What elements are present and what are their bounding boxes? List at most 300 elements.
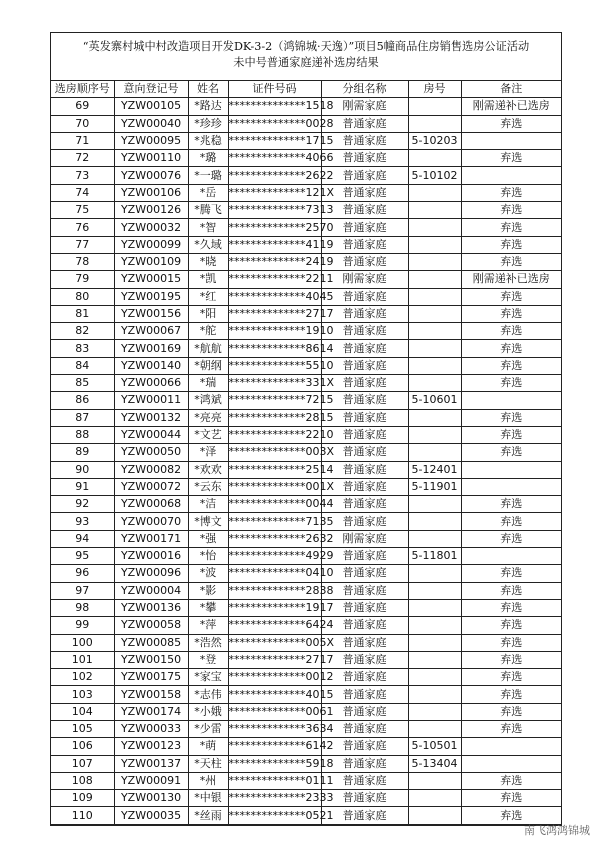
cell-order: 84 — [51, 357, 114, 374]
cell-room — [408, 305, 461, 322]
cell-room — [408, 669, 461, 686]
table-row — [51, 530, 561, 547]
cell-reg-no: YZW00105 — [114, 98, 188, 115]
cell-note — [461, 478, 561, 495]
table-row — [51, 409, 561, 426]
cell-id-no: **************8614 — [228, 340, 321, 357]
cell-reg-no: YZW00050 — [114, 444, 188, 461]
cell-note: 弃选 — [461, 444, 561, 461]
cell-id-no: **************7135 — [228, 513, 321, 530]
cell-note: 弃选 — [461, 184, 561, 201]
cell-id-no: **************0061 — [228, 703, 321, 720]
header-order: 选房顺序号 — [51, 81, 114, 98]
cell-order: 90 — [51, 461, 114, 478]
cell-room — [408, 98, 461, 115]
cell-order: 78 — [51, 253, 114, 270]
cell-order: 94 — [51, 530, 114, 547]
cell-name: *璐 — [188, 150, 228, 167]
table-row — [51, 340, 561, 357]
table-row — [51, 669, 561, 686]
cell-room — [408, 617, 461, 634]
cell-order: 99 — [51, 617, 114, 634]
cell-group: 普通家庭 — [321, 219, 408, 236]
cell-name: *文艺 — [188, 426, 228, 443]
cell-name: *智 — [188, 219, 228, 236]
cell-name: *中银 — [188, 790, 228, 807]
cell-group: 普通家庭 — [321, 548, 408, 565]
cell-order: 86 — [51, 392, 114, 409]
cell-room — [408, 202, 461, 219]
cell-room: 5-10501 — [408, 738, 461, 755]
cell-name: *波 — [188, 565, 228, 582]
cell-name: *强 — [188, 530, 228, 547]
cell-id-no: **************5918 — [228, 755, 321, 772]
cell-note: 弃选 — [461, 426, 561, 443]
table-row — [51, 720, 561, 737]
cell-group: 普通家庭 — [321, 150, 408, 167]
cell-group: 普通家庭 — [321, 115, 408, 132]
cell-reg-no: YZW00109 — [114, 253, 188, 270]
header-id-no: 证件号码 — [228, 81, 321, 98]
cell-id-no: **************3634 — [228, 720, 321, 737]
cell-id-no: **************4045 — [228, 288, 321, 305]
table-row — [51, 582, 561, 599]
cell-group: 普通家庭 — [321, 755, 408, 772]
cell-order: 82 — [51, 323, 114, 340]
cell-order: 93 — [51, 513, 114, 530]
cell-reg-no: YZW00095 — [114, 132, 188, 149]
table-row — [51, 115, 561, 132]
table-row — [51, 375, 561, 392]
cell-room — [408, 513, 461, 530]
cell-group: 普通家庭 — [321, 720, 408, 737]
cell-note: 弃选 — [461, 651, 561, 668]
cell-note: 弃选 — [461, 288, 561, 305]
cell-name: *志伟 — [188, 686, 228, 703]
cell-reg-no: YZW00082 — [114, 461, 188, 478]
cell-id-no: **************2570 — [228, 219, 321, 236]
cell-room — [408, 530, 461, 547]
cell-id-no: **************2815 — [228, 409, 321, 426]
cell-reg-no: YZW00137 — [114, 755, 188, 772]
cell-order: 107 — [51, 755, 114, 772]
cell-order: 75 — [51, 202, 114, 219]
cell-room — [408, 271, 461, 288]
cell-reg-no: YZW00032 — [114, 219, 188, 236]
cell-reg-no: YZW00076 — [114, 167, 188, 184]
cell-group: 普通家庭 — [321, 253, 408, 270]
cell-id-no: **************1917 — [228, 599, 321, 616]
cell-note: 弃选 — [461, 720, 561, 737]
cell-id-no: **************4119 — [228, 236, 321, 253]
table-row — [51, 686, 561, 703]
cell-room — [408, 772, 461, 789]
cell-name: *登 — [188, 651, 228, 668]
table-row — [51, 271, 561, 288]
cell-order: 108 — [51, 772, 114, 789]
cell-group: 普通家庭 — [321, 669, 408, 686]
cell-room — [408, 150, 461, 167]
table-row — [51, 150, 561, 167]
cell-group: 普通家庭 — [321, 617, 408, 634]
cell-reg-no: YZW00171 — [114, 530, 188, 547]
table-row — [51, 634, 561, 651]
table-row — [51, 236, 561, 253]
cell-id-no: **************331X — [228, 375, 321, 392]
cell-room — [408, 375, 461, 392]
cell-order: 70 — [51, 115, 114, 132]
cell-id-no: **************0410 — [228, 565, 321, 582]
cell-group: 普通家庭 — [321, 305, 408, 322]
cell-group: 普通家庭 — [321, 807, 408, 824]
table-row — [51, 478, 561, 495]
cell-name: *洁 — [188, 496, 228, 513]
cell-room: 5-11901 — [408, 478, 461, 495]
cell-room — [408, 496, 461, 513]
table-row — [51, 599, 561, 616]
cell-reg-no: YZW00068 — [114, 496, 188, 513]
cell-id-no: **************2838 — [228, 582, 321, 599]
table-row — [51, 790, 561, 807]
cell-group: 普通家庭 — [321, 375, 408, 392]
cell-order: 102 — [51, 669, 114, 686]
cell-room — [408, 703, 461, 720]
cell-group: 普通家庭 — [321, 565, 408, 582]
cell-id-no: **************1910 — [228, 323, 321, 340]
cell-room — [408, 599, 461, 616]
cell-group: 刚需家庭 — [321, 271, 408, 288]
cell-order: 74 — [51, 184, 114, 201]
cell-note: 刚需递补已选房 — [461, 98, 561, 115]
cell-room — [408, 409, 461, 426]
cell-order: 101 — [51, 651, 114, 668]
cell-group: 普通家庭 — [321, 323, 408, 340]
cell-group: 刚需家庭 — [321, 98, 408, 115]
cell-name: *丝雨 — [188, 807, 228, 824]
cell-note — [461, 738, 561, 755]
cell-id-no: **************4929 — [228, 548, 321, 565]
results-table — [51, 81, 561, 825]
cell-name: *兆稳 — [188, 132, 228, 149]
cell-reg-no: YZW00136 — [114, 599, 188, 616]
title-line-1: “英发寨村城中村改造项目开发DK-3-2（鸿锦城·天逸）”项目5幢商品住房销售选房公证活动 — [82, 40, 530, 53]
cell-group: 普通家庭 — [321, 392, 408, 409]
cell-id-no: **************7313 — [228, 202, 321, 219]
cell-note — [461, 167, 561, 184]
cell-order: 98 — [51, 599, 114, 616]
cell-group: 普通家庭 — [321, 651, 408, 668]
cell-note: 弃选 — [461, 582, 561, 599]
cell-id-no: **************2419 — [228, 253, 321, 270]
cell-note: 弃选 — [461, 772, 561, 789]
cell-reg-no: YZW00072 — [114, 478, 188, 495]
cell-id-no: **************2514 — [228, 461, 321, 478]
cell-room — [408, 686, 461, 703]
table-row — [51, 98, 561, 115]
cell-note: 弃选 — [461, 115, 561, 132]
cell-reg-no: YZW00070 — [114, 513, 188, 530]
cell-reg-no: YZW00156 — [114, 305, 188, 322]
cell-id-no: **************003X — [228, 444, 321, 461]
cell-reg-no: YZW00067 — [114, 323, 188, 340]
cell-group: 普通家庭 — [321, 634, 408, 651]
cell-order: 77 — [51, 236, 114, 253]
cell-name: *腾飞 — [188, 202, 228, 219]
cell-room — [408, 288, 461, 305]
cell-name: *舵 — [188, 323, 228, 340]
cell-note: 弃选 — [461, 790, 561, 807]
cell-note: 弃选 — [461, 496, 561, 513]
cell-note: 弃选 — [461, 150, 561, 167]
cell-note — [461, 755, 561, 772]
cell-note: 弃选 — [461, 807, 561, 824]
cell-group: 普通家庭 — [321, 599, 408, 616]
cell-name: *云东 — [188, 478, 228, 495]
cell-reg-no: YZW00058 — [114, 617, 188, 634]
header-group: 分组名称 — [321, 81, 408, 98]
cell-order: 92 — [51, 496, 114, 513]
cell-order: 103 — [51, 686, 114, 703]
cell-name: *朝纲 — [188, 357, 228, 374]
cell-reg-no: YZW00035 — [114, 807, 188, 824]
cell-name: *阳 — [188, 305, 228, 322]
cell-note: 弃选 — [461, 409, 561, 426]
cell-reg-no: YZW00033 — [114, 720, 188, 737]
document-title — [51, 33, 561, 81]
table-row — [51, 703, 561, 720]
cell-group: 普通家庭 — [321, 132, 408, 149]
cell-group: 普通家庭 — [321, 426, 408, 443]
table-row — [51, 461, 561, 478]
cell-name: *瑞 — [188, 375, 228, 392]
cell-id-no: **************7215 — [228, 392, 321, 409]
cell-room — [408, 323, 461, 340]
cell-reg-no: YZW00099 — [114, 236, 188, 253]
cell-order: 109 — [51, 790, 114, 807]
cell-name: *岳 — [188, 184, 228, 201]
cell-reg-no: YZW00016 — [114, 548, 188, 565]
cell-id-no: **************2211 — [228, 271, 321, 288]
cell-group: 普通家庭 — [321, 738, 408, 755]
cell-reg-no: YZW00150 — [114, 651, 188, 668]
cell-reg-no: YZW00140 — [114, 357, 188, 374]
cell-order: 88 — [51, 426, 114, 443]
table-row — [51, 184, 561, 201]
table-row — [51, 755, 561, 772]
cell-note: 刚需递补已选房 — [461, 271, 561, 288]
table-row — [51, 323, 561, 340]
table-row — [51, 305, 561, 322]
cell-name: *亮亮 — [188, 409, 228, 426]
cell-note: 弃选 — [461, 305, 561, 322]
cell-note: 弃选 — [461, 340, 561, 357]
table-row — [51, 496, 561, 513]
cell-id-no: **************0012 — [228, 669, 321, 686]
cell-note: 弃选 — [461, 617, 561, 634]
cell-order: 72 — [51, 150, 114, 167]
cell-room: 5-13404 — [408, 755, 461, 772]
cell-order: 104 — [51, 703, 114, 720]
cell-id-no: **************121X — [228, 184, 321, 201]
cell-note — [461, 132, 561, 149]
table-row — [51, 807, 561, 824]
cell-name: *珍珍 — [188, 115, 228, 132]
cell-name: *小娥 — [188, 703, 228, 720]
cell-reg-no: YZW00085 — [114, 634, 188, 651]
header-name: 姓名 — [188, 81, 228, 98]
cell-note — [461, 548, 561, 565]
header-note: 备注 — [461, 81, 561, 98]
cell-name: *萌 — [188, 738, 228, 755]
cell-name: *路达 — [188, 98, 228, 115]
cell-group: 普通家庭 — [321, 461, 408, 478]
cell-reg-no: YZW00132 — [114, 409, 188, 426]
cell-room — [408, 253, 461, 270]
table-row — [51, 444, 561, 461]
cell-room — [408, 634, 461, 651]
cell-name: *航航 — [188, 340, 228, 357]
title-line-2: 未中号普通家庭递补选房结果 — [233, 56, 379, 69]
cell-order: 81 — [51, 305, 114, 322]
cell-id-no: **************2717 — [228, 305, 321, 322]
cell-room — [408, 444, 461, 461]
cell-name: *红 — [188, 288, 228, 305]
cell-order: 106 — [51, 738, 114, 755]
cell-order: 79 — [51, 271, 114, 288]
cell-name: *天柱 — [188, 755, 228, 772]
table-row — [51, 202, 561, 219]
cell-room — [408, 790, 461, 807]
header-room: 房号 — [408, 81, 461, 98]
cell-id-no: **************2622 — [228, 167, 321, 184]
cell-name: *久域 — [188, 236, 228, 253]
cell-note: 弃选 — [461, 236, 561, 253]
cell-id-no: **************1715 — [228, 132, 321, 149]
table-row — [51, 392, 561, 409]
cell-name: *博文 — [188, 513, 228, 530]
cell-reg-no: YZW00096 — [114, 565, 188, 582]
cell-group: 普通家庭 — [321, 790, 408, 807]
cell-name: *鸿斌 — [188, 392, 228, 409]
cell-group: 普通家庭 — [321, 357, 408, 374]
cell-room: 5-10203 — [408, 132, 461, 149]
cell-id-no: **************2333 — [228, 790, 321, 807]
cell-order: 89 — [51, 444, 114, 461]
cell-group: 普通家庭 — [321, 202, 408, 219]
cell-id-no: **************2717 — [228, 651, 321, 668]
cell-group: 普通家庭 — [321, 478, 408, 495]
cell-order: 96 — [51, 565, 114, 582]
cell-group: 普通家庭 — [321, 582, 408, 599]
cell-note: 弃选 — [461, 375, 561, 392]
cell-id-no: **************4066 — [228, 150, 321, 167]
cell-reg-no: YZW00175 — [114, 669, 188, 686]
cell-note: 弃选 — [461, 530, 561, 547]
table-row — [51, 565, 561, 582]
cell-reg-no: YZW00044 — [114, 426, 188, 443]
cell-name: *影 — [188, 582, 228, 599]
cell-order: 85 — [51, 375, 114, 392]
cell-reg-no: YZW00195 — [114, 288, 188, 305]
cell-group: 普通家庭 — [321, 772, 408, 789]
cell-room: 5-10601 — [408, 392, 461, 409]
cell-note: 弃选 — [461, 357, 561, 374]
cell-room — [408, 651, 461, 668]
table-row — [51, 132, 561, 149]
cell-room: 5-11801 — [408, 548, 461, 565]
cell-reg-no: YZW00066 — [114, 375, 188, 392]
cell-reg-no: YZW00130 — [114, 790, 188, 807]
header-reg-no: 意向登记号 — [114, 81, 188, 98]
table-row — [51, 357, 561, 374]
table-row — [51, 651, 561, 668]
cell-note: 弃选 — [461, 323, 561, 340]
cell-name: *浩然 — [188, 634, 228, 651]
table-row — [51, 426, 561, 443]
cell-id-no: **************4015 — [228, 686, 321, 703]
result-document — [50, 32, 562, 826]
table-row — [51, 167, 561, 184]
cell-order: 95 — [51, 548, 114, 565]
cell-order: 105 — [51, 720, 114, 737]
cell-name: *一璐 — [188, 167, 228, 184]
cell-note: 弃选 — [461, 669, 561, 686]
cell-room — [408, 565, 461, 582]
cell-reg-no: YZW00011 — [114, 392, 188, 409]
cell-group: 普通家庭 — [321, 184, 408, 201]
cell-reg-no: YZW00015 — [114, 271, 188, 288]
cell-order: 76 — [51, 219, 114, 236]
cell-name: *泽 — [188, 444, 228, 461]
table-row — [51, 548, 561, 565]
cell-group: 普通家庭 — [321, 513, 408, 530]
cell-name: *欢欢 — [188, 461, 228, 478]
cell-id-no: **************0111 — [228, 772, 321, 789]
cell-reg-no: YZW00106 — [114, 184, 188, 201]
cell-group: 普通家庭 — [321, 340, 408, 357]
cell-id-no: **************0521 — [228, 807, 321, 824]
cell-id-no: **************2632 — [228, 530, 321, 547]
cell-id-no: **************6142 — [228, 738, 321, 755]
cell-order: 73 — [51, 167, 114, 184]
cell-group: 刚需家庭 — [321, 530, 408, 547]
watermark: 南飞鸿鸿锦城 — [524, 824, 590, 837]
cell-order: 110 — [51, 807, 114, 824]
table-row — [51, 738, 561, 755]
cell-order: 69 — [51, 98, 114, 115]
cell-room — [408, 426, 461, 443]
cell-note — [461, 392, 561, 409]
cell-reg-no: YZW00158 — [114, 686, 188, 703]
cell-name: *怡 — [188, 548, 228, 565]
cell-order: 100 — [51, 634, 114, 651]
cell-note: 弃选 — [461, 253, 561, 270]
cell-order: 71 — [51, 132, 114, 149]
cell-room — [408, 236, 461, 253]
cell-order: 87 — [51, 409, 114, 426]
cell-reg-no: YZW00004 — [114, 582, 188, 599]
cell-note: 弃选 — [461, 703, 561, 720]
cell-reg-no: YZW00091 — [114, 772, 188, 789]
cell-group: 普通家庭 — [321, 703, 408, 720]
cell-room — [408, 115, 461, 132]
cell-note: 弃选 — [461, 599, 561, 616]
table-row — [51, 772, 561, 789]
cell-name: *凯 — [188, 271, 228, 288]
cell-note: 弃选 — [461, 634, 561, 651]
cell-order: 80 — [51, 288, 114, 305]
cell-note: 弃选 — [461, 513, 561, 530]
